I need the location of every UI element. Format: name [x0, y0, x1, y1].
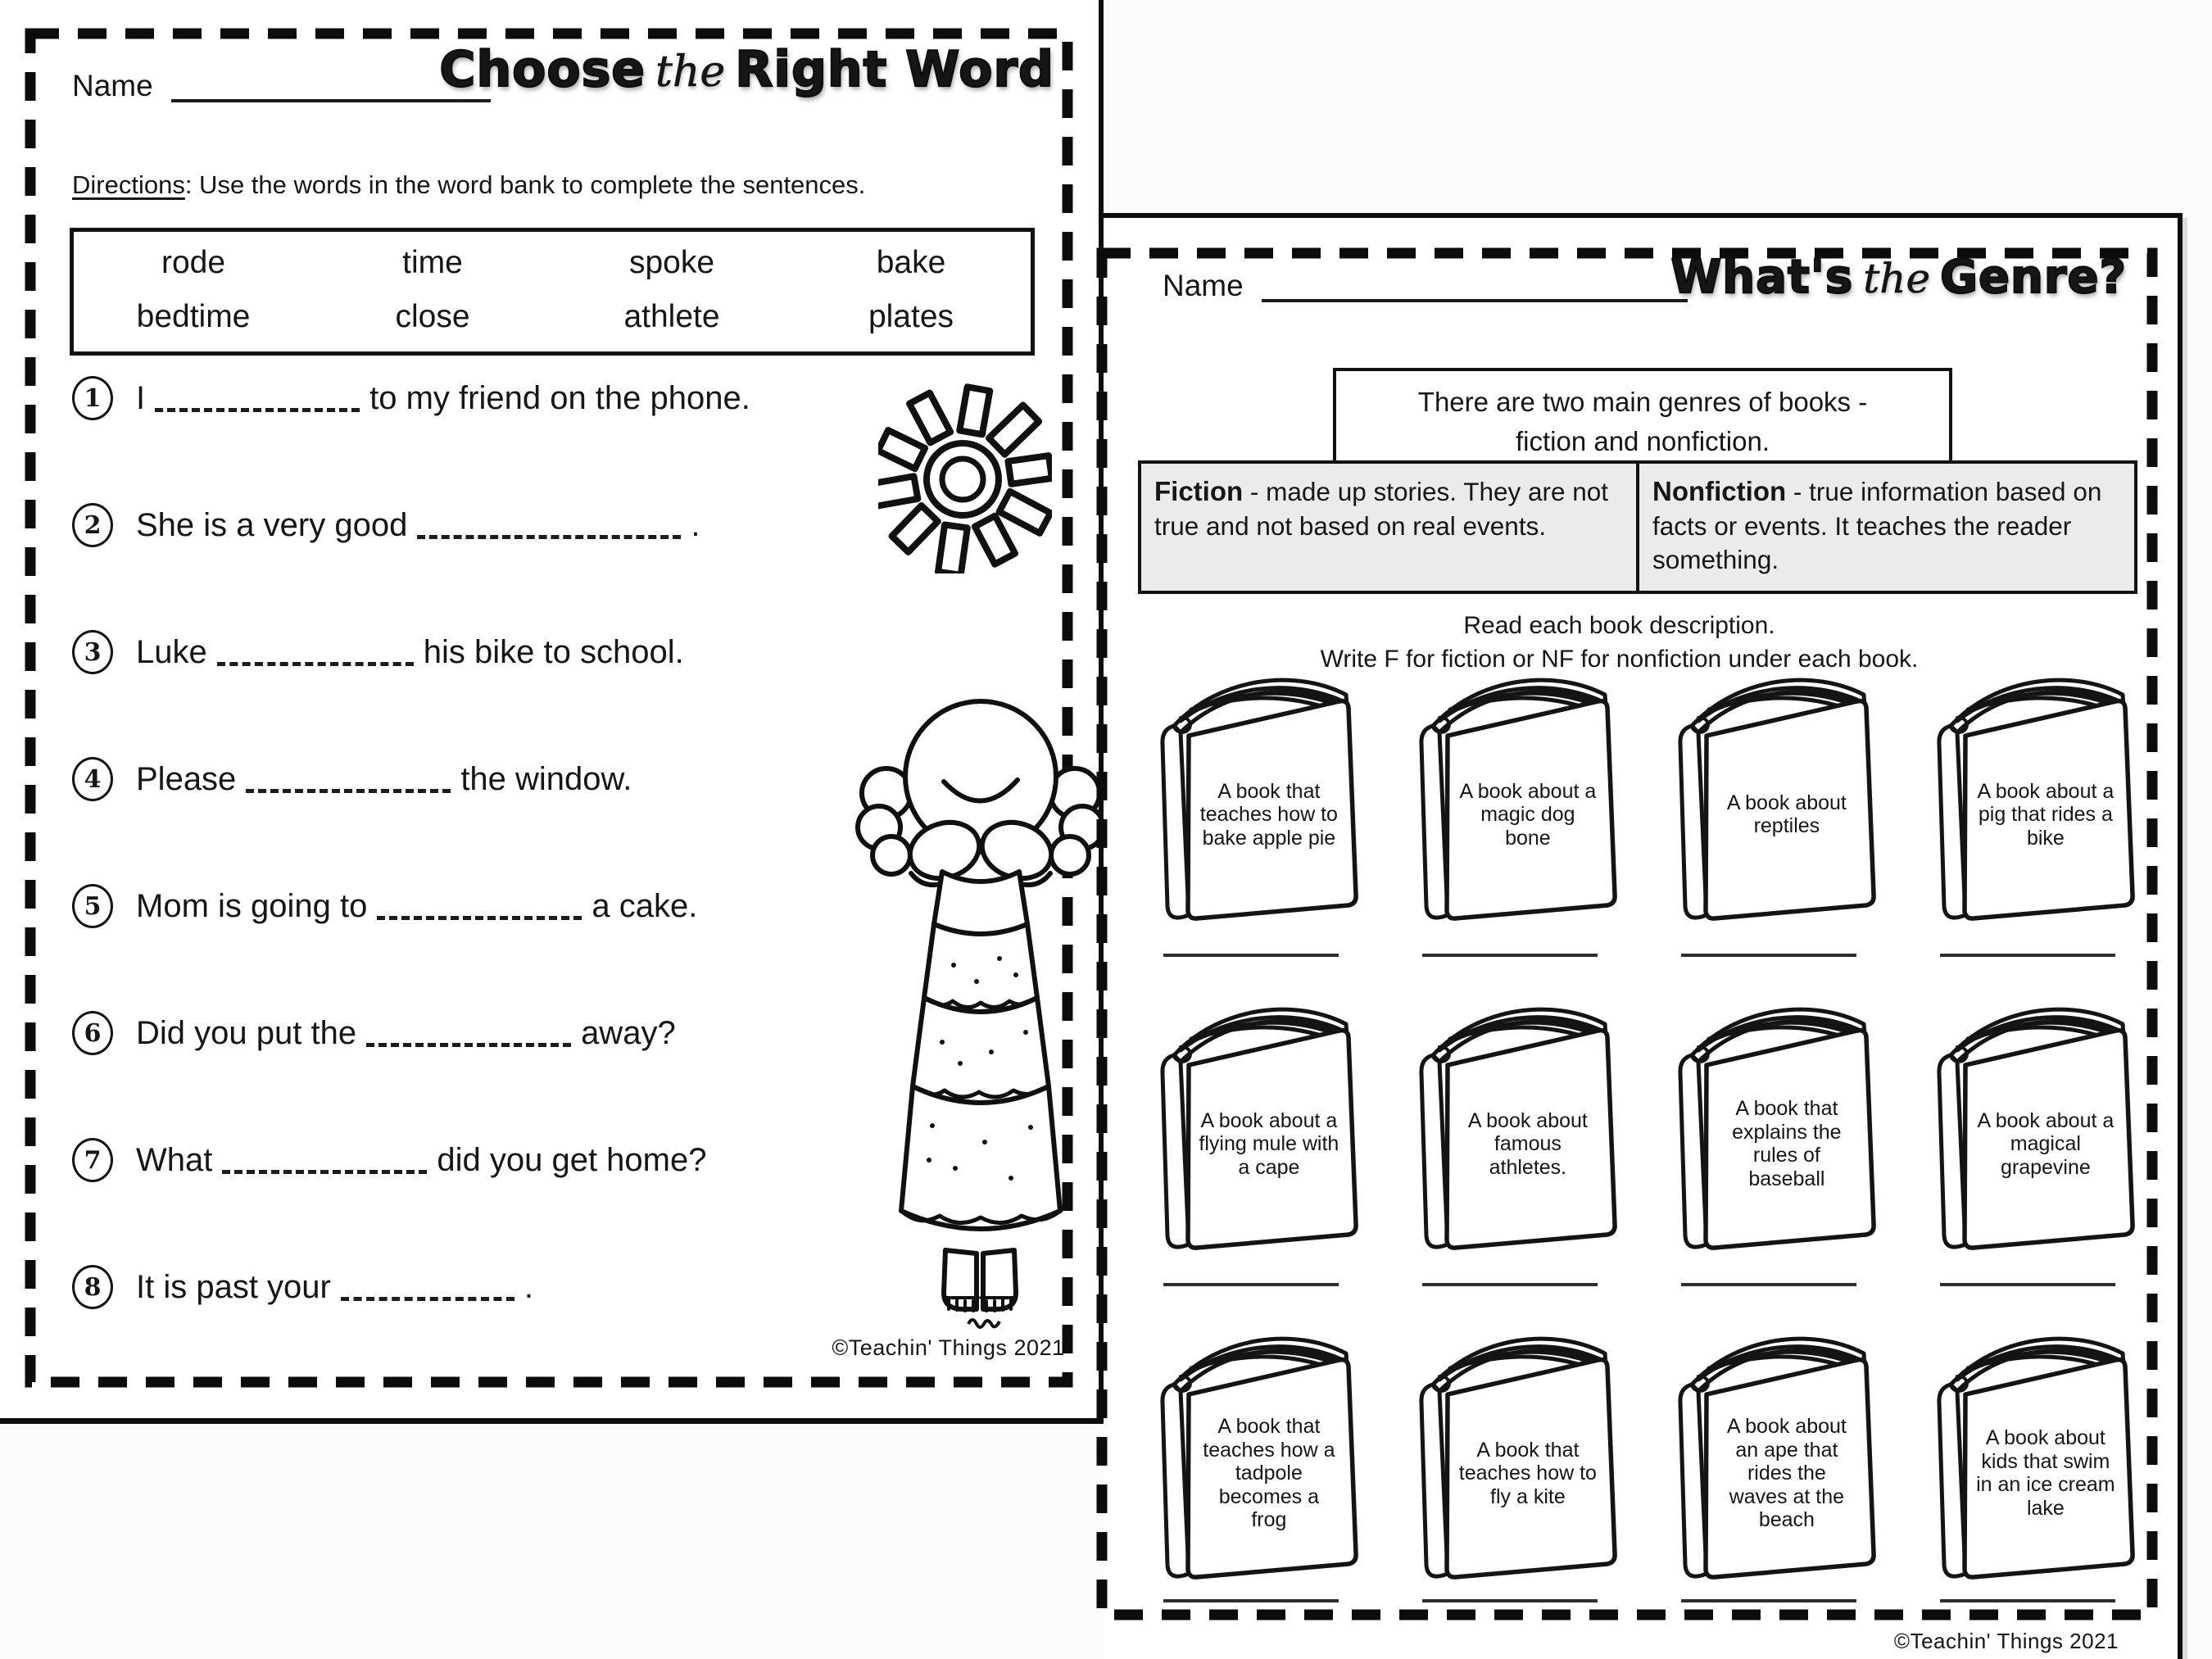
- book-cell: [1387, 991, 1633, 1286]
- book-illustration: [1908, 662, 2147, 932]
- book-illustration: [1390, 991, 1630, 1262]
- instructions-line: Write F for fiction or NF for nonfiction under each book.: [1320, 645, 1919, 673]
- title-word: Right Word: [735, 41, 1054, 98]
- book-cell: [1387, 662, 1633, 957]
- sun-illustration: [878, 382, 1052, 573]
- book-description: A book about an ape that rides the waves at the beach: [1726, 1415, 1847, 1532]
- name-field-row: [1163, 269, 1688, 303]
- book-description: A book about reptiles: [1726, 791, 1847, 838]
- sentence-number: 6: [72, 1011, 113, 1055]
- word-bank-word: spoke: [628, 245, 715, 280]
- name-write-line: [171, 99, 491, 102]
- sentence-number: 2: [72, 503, 113, 547]
- genre-answer-line: [1940, 1599, 2115, 1602]
- book-row: [1128, 991, 2151, 1286]
- word-bank-word: close: [395, 299, 470, 334]
- nonfiction-term: Nonfiction: [1652, 476, 1787, 506]
- sentence-text: Did you put the away?: [136, 1014, 676, 1051]
- title-word: What's: [1670, 251, 1854, 304]
- book-row: [1128, 1321, 2151, 1602]
- book-cell: [1646, 1321, 1892, 1602]
- genre-answer-line: [1940, 954, 2115, 957]
- book-description: A book about a flying mule with a cape: [1199, 1108, 1339, 1179]
- word-bank-word: plates: [868, 299, 954, 334]
- book-illustration: [1908, 991, 2147, 1262]
- word-bank-word: bedtime: [136, 299, 251, 334]
- left-worksheet-page: [0, 0, 1100, 1424]
- book-description: A book that teaches how to bake apple pie: [1199, 779, 1338, 850]
- genre-answer-line: [1163, 954, 1339, 957]
- title-script-word: the: [1863, 255, 1931, 302]
- book-cell: [1646, 662, 1892, 957]
- nonfiction-definition-box: [1636, 464, 2134, 591]
- book-illustration: [1390, 662, 1630, 932]
- book-illustration: [1390, 1321, 1630, 1591]
- fill-in-blank: [341, 1297, 514, 1301]
- artist-signature-mark: [968, 1320, 999, 1327]
- sentence-text: I to my friend on the phone.: [136, 379, 750, 416]
- word-bank-word: bake: [876, 245, 946, 280]
- title-word: Genre?: [1940, 251, 2127, 304]
- fill-in-blank: [246, 789, 451, 793]
- name-field-row: [72, 69, 491, 103]
- book-description: A book that teaches how a tadpole becomes a frog: [1203, 1415, 1335, 1532]
- genre-intro-line: fiction and nonfiction.: [1515, 425, 1770, 456]
- book-description: A book about a magic dog bone: [1459, 779, 1597, 850]
- name-label: Name: [72, 69, 153, 102]
- genre-answer-line: [1163, 1283, 1339, 1286]
- book-illustration: [1131, 1321, 1371, 1591]
- book-description: A book about kids that swim in an ice cream lake: [1976, 1426, 2115, 1520]
- copyright-text: ©Teachin' Things 2021: [1893, 1629, 2119, 1653]
- instructions-line: Read each book description.: [1463, 612, 1775, 639]
- genre-answer-line: [1163, 1599, 1339, 1602]
- sentence-number: 1: [72, 376, 113, 420]
- fill-in-blank: [222, 1170, 427, 1174]
- page-title: [439, 41, 1054, 98]
- genre-answer-line: [1681, 1599, 1856, 1602]
- genre-definition-boxes: [1138, 460, 2137, 594]
- book-cell: [1905, 1321, 2151, 1602]
- title-script-word: the: [655, 48, 726, 97]
- copyright-text: ©Teachin' Things 2021: [832, 1335, 1065, 1360]
- book-illustration: [1649, 662, 1888, 932]
- book-cell: [1905, 991, 2151, 1286]
- sentence-number: 3: [72, 630, 113, 674]
- book-illustration: [1649, 991, 1888, 1262]
- genre-answer-line: [1422, 1599, 1598, 1602]
- nonfiction-definition: - true information based on facts or events. It teaches the reader something.: [1652, 477, 2102, 575]
- sentence-text: It is past your .: [136, 1268, 533, 1305]
- title-word: Choose: [439, 41, 646, 98]
- sentence-text: Please the window.: [136, 760, 632, 797]
- fill-in-blank: [366, 1043, 571, 1047]
- book-cell: [1128, 662, 1374, 957]
- fill-in-blank: [377, 916, 582, 920]
- genre-answer-line: [1940, 1283, 2115, 1286]
- name-write-line: [1262, 299, 1688, 302]
- book-cell: [1128, 1321, 1374, 1602]
- genre-answer-line: [1681, 954, 1856, 957]
- sentence-text: Mom is going to a cake.: [136, 887, 698, 924]
- fill-in-blank: [417, 535, 681, 539]
- child-covering-eyes-illustration: [854, 677, 1100, 1332]
- book-cell: [1646, 991, 1892, 1286]
- sentence-number: 8: [72, 1265, 113, 1309]
- genre-intro-box: [1333, 368, 1952, 476]
- directions-rest: : Use the words in the word bank to complete the sentences.: [184, 170, 866, 199]
- genre-intro-line: There are two main genres of books -: [1417, 387, 1868, 417]
- book-description: A book that explains the rules of baseball: [1732, 1097, 1842, 1190]
- fiction-term: Fiction: [1154, 476, 1244, 506]
- book-description: A book about a pig that rides a bike: [1977, 779, 2115, 850]
- word-bank-word: rode: [161, 245, 226, 280]
- book-illustration: [1649, 1321, 1888, 1591]
- sentence-row: [72, 629, 1039, 675]
- fill-in-blank: [217, 662, 414, 666]
- name-label: Name: [1163, 269, 1244, 302]
- book-description: A book about a magical grapevine: [1977, 1108, 2115, 1179]
- fiction-definition: - made up stories. They are not true and not based on real events.: [1154, 477, 1609, 541]
- genre-answer-line: [1422, 1283, 1598, 1286]
- word-bank-box: [70, 228, 1035, 356]
- sentence-number: 5: [72, 884, 113, 928]
- word-bank-word: athlete: [623, 299, 720, 334]
- sentence-text: She is a very good .: [136, 506, 700, 543]
- genre-answer-line: [1681, 1283, 1856, 1286]
- sentence-text: What did you get home?: [136, 1141, 707, 1178]
- sentence-number: 4: [72, 757, 113, 801]
- right-worksheet-page: [1104, 213, 2183, 1659]
- book-description: A book that teaches how to fly a kite: [1458, 1438, 1597, 1508]
- book-cell: [1387, 1321, 1633, 1602]
- book-illustration: [1131, 662, 1371, 932]
- word-bank-word: time: [402, 245, 463, 280]
- book-cell: [1128, 991, 1374, 1286]
- book-cell: [1905, 662, 2151, 957]
- fill-in-blank: [155, 408, 360, 412]
- book-description: A book about famous athletes.: [1467, 1108, 1588, 1179]
- fiction-definition-box: [1141, 464, 1636, 591]
- directions-label: Directions: [72, 170, 185, 199]
- genre-answer-line: [1422, 954, 1598, 957]
- sentence-text: Luke his bike to school.: [136, 633, 684, 670]
- book-row: [1128, 662, 2151, 957]
- book-illustration: [1131, 991, 1371, 1262]
- book-illustration: [1908, 1321, 2147, 1591]
- page-title: [1671, 251, 2127, 304]
- books-grid: [1128, 662, 2151, 1637]
- directions-text: [72, 170, 865, 200]
- sentence-number: 7: [72, 1138, 113, 1182]
